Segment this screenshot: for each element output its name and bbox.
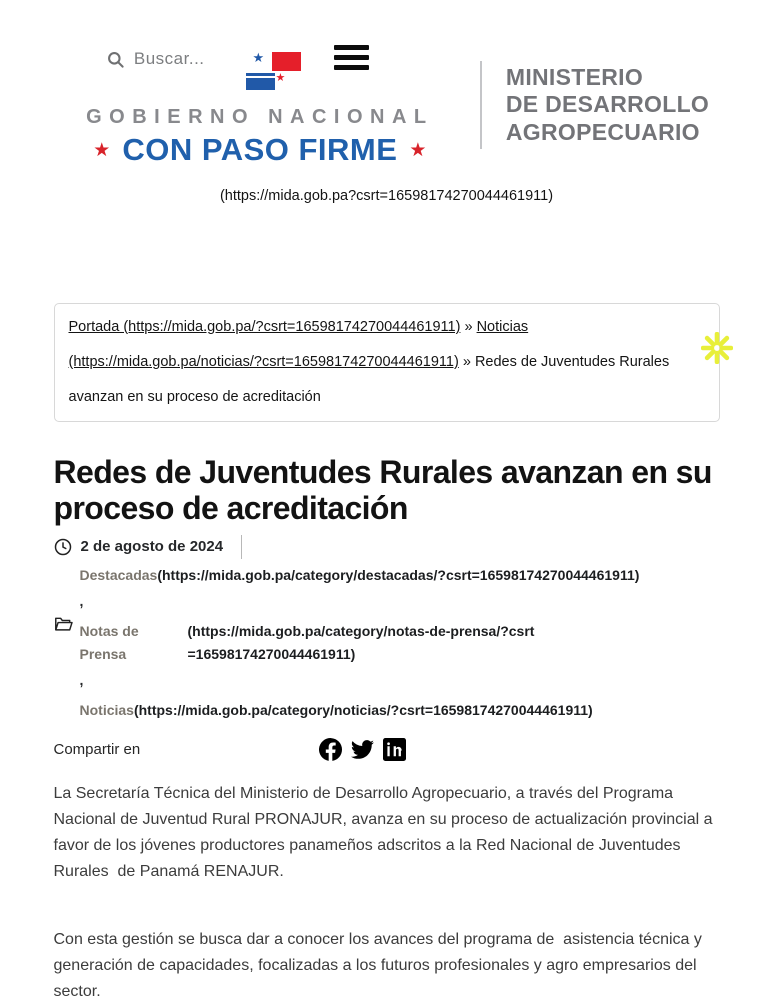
article-paragraph-1: La Secretaría Técnica del Ministerio de Desarrollo Agropecuario, a través del Programa Nacional de Juventud Rural PRONAJUR, avanza en su proceso de actualización provincial a favor de los jóvenes productores panameños adscritos a la Red Nacional de Juventudes Rurales de Panamá RENAJUR. bbox=[53, 785, 717, 880]
facebook-icon[interactable] bbox=[319, 738, 342, 761]
breadcrumb-current-page: Redes de Juventudes Rurales avanzan en su proceso de acreditación bbox=[68, 354, 670, 405]
site-url-text: (https://mida.gob.pa?csrt=16598174270044461911) bbox=[219, 188, 554, 204]
panama-flag-icon bbox=[245, 50, 302, 94]
clock-icon bbox=[54, 538, 72, 556]
category-link-notas-de-prensa[interactable]: Notas de Prensa bbox=[79, 623, 139, 662]
top-nav-row bbox=[64, 42, 456, 94]
accessibility-widget-icon[interactable] bbox=[701, 332, 733, 364]
category-row-notas-de-prensa bbox=[80, 620, 720, 666]
share-icons bbox=[319, 738, 406, 761]
post-categories bbox=[54, 564, 720, 722]
ministerio-line-2: DE DESARROLLO bbox=[505, 91, 710, 118]
con-paso-firme-text: ★ CON PASO FIRME ★ bbox=[93, 132, 427, 167]
category-url-notas-de-prensa: (https://mida.gob.pa/category/notas-de-prensa/?csrt=16598174270044461911) bbox=[187, 623, 535, 662]
category-row-destacadas bbox=[80, 564, 720, 587]
flag-blue-quadrant bbox=[246, 73, 275, 90]
post-date-row bbox=[54, 535, 720, 559]
share-row bbox=[54, 738, 720, 761]
logo-divider bbox=[480, 61, 482, 149]
folder-icon bbox=[54, 616, 73, 633]
share-label: Compartir en bbox=[53, 741, 141, 758]
gobierno-nacional-logo bbox=[64, 42, 456, 168]
article-paragraph-2: Con esta gestión se busca dar a conocer los avances del programa de asistencia técnica y generación de capacidades, focalizadas a los futuros profesionales y agro empresarios del sector. bbox=[53, 931, 707, 1000]
search-placeholder: Buscar... bbox=[133, 49, 205, 68]
twitter-icon[interactable] bbox=[351, 738, 374, 761]
breadcrumb bbox=[54, 303, 720, 422]
flag-red-star: ★ bbox=[275, 72, 286, 84]
comma-separator: , bbox=[79, 672, 84, 688]
category-url-noticias: (https://mida.gob.pa/category/noticias/?csrt=16598174270044461911) bbox=[133, 702, 593, 718]
breadcrumb-separator: » bbox=[462, 354, 471, 370]
ministerio-line-1: MINISTERIO bbox=[505, 63, 644, 90]
flag-red-quadrant bbox=[272, 52, 301, 71]
header-logos bbox=[0, 42, 773, 168]
category-link-noticias[interactable]: Noticias bbox=[79, 702, 134, 718]
search-input[interactable] bbox=[106, 49, 205, 69]
gobierno-nacional-text: GOBIERNO NACIONAL bbox=[86, 106, 434, 128]
news-article bbox=[54, 454, 720, 1005]
star-icon: ★ bbox=[409, 139, 427, 161]
page-title: Redes de Juventudes Rurales avanzan en su proceso de acreditación bbox=[53, 454, 712, 526]
categories-list bbox=[80, 564, 720, 722]
ministerio-logo-text bbox=[506, 64, 709, 147]
breadcrumb-portada-link[interactable]: Portada (https://mida.gob.pa/?csrt=16598174270044461911) bbox=[68, 319, 461, 335]
star-icon: ★ bbox=[93, 139, 111, 161]
comma-separator: , bbox=[79, 593, 84, 609]
category-url-destacadas: (https://mida.gob.pa/category/destacadas/?csrt=16598174270044461911) bbox=[157, 567, 640, 583]
main-content bbox=[54, 303, 720, 1005]
article-meta bbox=[54, 535, 720, 722]
site-header bbox=[0, 0, 773, 204]
category-link-destacadas[interactable]: Destacadas bbox=[79, 567, 158, 583]
breadcrumb-separator: » bbox=[464, 319, 473, 335]
post-date: 2 de agosto de 2024 bbox=[81, 535, 243, 559]
search-icon bbox=[106, 50, 125, 69]
menu-icon[interactable] bbox=[332, 43, 371, 72]
linkedin-icon[interactable] bbox=[383, 738, 406, 761]
category-row-noticias bbox=[80, 699, 720, 722]
breadcrumb-noticias-link[interactable]: Noticias (https://mida.gob.pa/noticias/?csrt=16598174270044461911) bbox=[68, 319, 529, 370]
flag-blue-star: ★ bbox=[252, 50, 265, 65]
ministerio-line-3: AGROPECUARIO bbox=[505, 118, 700, 145]
